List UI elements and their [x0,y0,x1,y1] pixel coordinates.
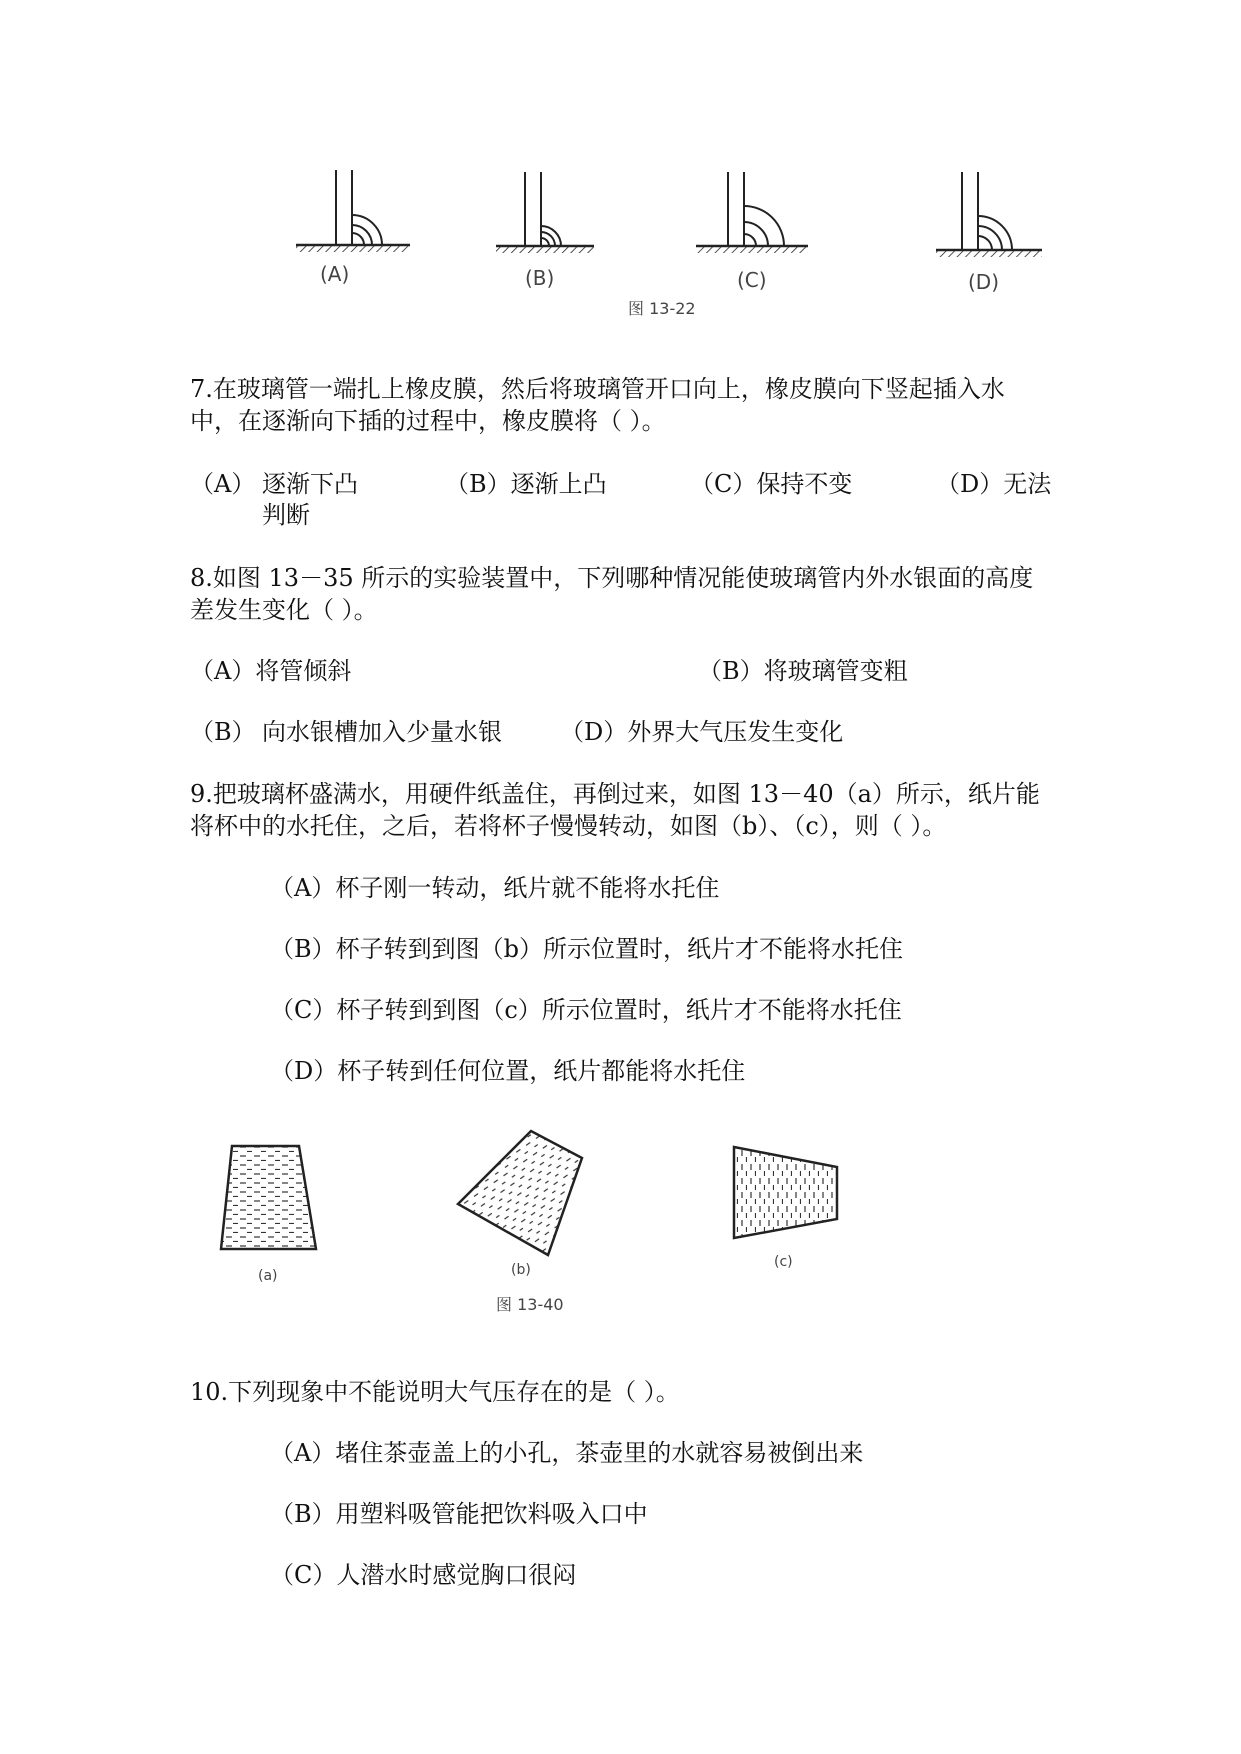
figure-caption-13-22: 图 13-22 [628,299,696,318]
question-9-line-1: 9.把玻璃杯盛满水，用硬件纸盖住，再倒过来，如图 13－40（a）所示，纸片能 [190,780,1040,808]
diagram-d [936,172,1042,257]
q7-option-c: （C）保持不变 [690,470,853,498]
figure-13-22 [0,0,1241,340]
q7-option-d: （D）无法 [936,470,1052,498]
question-9-line-2: 将杯中的水托住，之后，若将杯子慢慢转动，如图（b）、（c），则（ ）。 [190,812,947,840]
question-10-line-1: 10.下列现象中不能说明大气压存在的是（ ）。 [190,1378,680,1406]
figure-label-c: (C) [737,268,767,292]
figure-label-b: (B) [525,266,555,290]
q8-option-d: （D）外界大气压发生变化 [560,718,844,746]
cup-a [221,1146,316,1249]
diagram-a [296,170,410,252]
q7-option-a-text: 逐渐下凸 [262,470,358,498]
q8-option-b2-text: 向水银槽加入少量水银 [262,718,502,746]
cup-c [734,1147,837,1238]
question-8-line-1: 8.如图 13－35 所示的实验装置中，下列哪种情况能使玻璃管内外水银面的高度 [190,564,1034,592]
figure-caption-13-40: 图 13-40 [496,1295,564,1314]
q10-option-c: （C）人潜水时感觉胸口很闷 [270,1561,577,1589]
diagram-b [496,172,594,253]
figure-label-cup-b: (b) [511,1262,531,1278]
figure-label-a: (A) [320,262,350,286]
question-8-line-2: 差发生变化（ ）。 [190,596,378,624]
figure-label-cup-c: (c) [774,1254,793,1270]
question-7-line-1: 7.在玻璃管一端扎上橡皮膜，然后将玻璃管开口向上，橡皮膜向下竖起插入水 [190,375,1005,403]
q10-option-b: （B）用塑料吸管能把饮料吸入口中 [270,1500,648,1528]
q8-option-b: （B）将玻璃管变粗 [698,657,908,685]
q7-option-b: （B）逐渐上凸 [445,470,607,498]
q10-option-a: （A）堵住茶壶盖上的小孔，茶壶里的水就容易被倒出来 [270,1439,864,1467]
q8-option-b2-key: （B） [190,718,256,746]
q9-option-b: （B）杯子转到到图（b）所示位置时，纸片才不能将水托住 [270,935,903,963]
q9-option-d: （D）杯子转到任何位置，纸片都能将水托住 [270,1057,746,1085]
question-7-line-2: 中，在逐渐向下插的过程中，橡皮膜将（ ）。 [190,407,666,435]
q7-option-a-key: （A） [190,470,256,498]
figure-label-d: (D) [968,270,1000,294]
q9-option-a: （A）杯子刚一转动，纸片就不能将水托住 [270,874,720,902]
figure-label-cup-a: (a) [258,1268,278,1284]
diagram-c [696,172,808,253]
q7-option-a-continuation: 判断 [262,501,310,529]
cup-b [458,1131,582,1255]
q9-option-c: （C）杯子转到到图（c）所示位置时，纸片才不能将水托住 [270,996,902,1024]
q8-option-a: （A）将管倾斜 [190,657,352,685]
